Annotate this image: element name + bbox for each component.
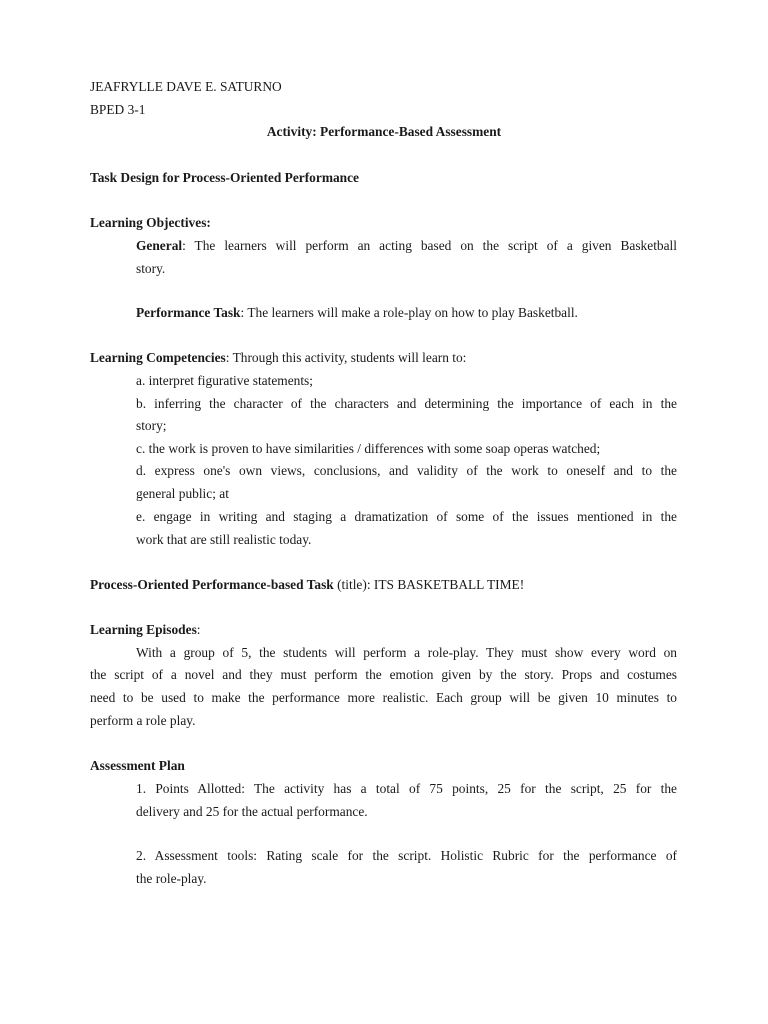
general-objective-cont: story. (136, 261, 166, 276)
assessment-heading: Assessment Plan (90, 758, 185, 773)
competency-a: a. interpret figurative statements; (136, 373, 313, 388)
competencies-intro (90, 350, 466, 366)
episodes-line-1: With a group of 5, the students will perform a role-play. They must show every word on (136, 645, 677, 660)
assessment-item-1-cont: delivery and 25 for the actual performance. (136, 804, 368, 819)
task-title-text: (title): ITS BASKETBALL TIME! (333, 577, 525, 592)
competency-e: e. engage in writing and staging a dramatization of some of the issues mentioned in the (136, 509, 677, 524)
competency-c: c. the work is proven to have similarities / differences with some soap operas watched; (136, 441, 601, 456)
competency-b: b. inferring the character of the characters and determining the importance of each in the (136, 396, 677, 411)
objectives-heading: Learning Objectives: (90, 215, 211, 230)
assessment-item-2: 2. Assessment tools: Rating scale for the script. Holistic Rubric for the performance of (136, 848, 677, 863)
author-name: JEAFRYLLE DAVE E. SATURNO (90, 79, 282, 94)
section-code: BPED 3-1 (90, 102, 146, 117)
performance-task-label: Performance Task (136, 305, 241, 320)
competencies-label: Learning Competencies (90, 350, 226, 365)
assessment-item-2-cont: the role-play. (136, 871, 207, 886)
assessment-item-1: 1. Points Allotted: The activity has a total of 75 points, 25 for the script, 25 for the (136, 781, 677, 796)
episodes-colon: : (196, 622, 201, 637)
episodes-line-4: perform a role play. (90, 713, 196, 728)
episodes-label: Learning Episodes (90, 622, 197, 637)
episodes-line-3: need to be used to make the performance more realistic. Each group will be given 10 minutes to (90, 690, 677, 705)
competency-b-cont: story; (136, 418, 167, 433)
episodes-heading-line (90, 622, 201, 638)
task-label: Process-Oriented Performance-based Task (90, 577, 334, 592)
episodes-line-2: the script of a novel and they must perform the emotion given by the story. Props and costumes (90, 667, 677, 682)
performance-task-line (136, 305, 578, 321)
competencies-intro-text: : Through this activity, students will learn to: (225, 350, 467, 365)
competency-d: d. express one's own views, conclusions, and validity of the work to oneself and to the (136, 463, 677, 478)
general-objective-line (136, 238, 677, 254)
competency-e-cont: work that are still realistic today. (136, 532, 312, 547)
general-label: General (136, 238, 183, 253)
activity-title: Activity: Performance-Based Assessment (266, 124, 502, 139)
performance-task-text: : The learners will make a role-play on how to play Basketball. (240, 305, 578, 320)
general-text: : The learners will perform an acting based on the script of a given Basketball (182, 238, 677, 253)
task-title-line (90, 577, 524, 593)
competency-d-cont: general public; at (136, 486, 229, 501)
task-design-heading: Task Design for Process-Oriented Performance (90, 170, 360, 185)
